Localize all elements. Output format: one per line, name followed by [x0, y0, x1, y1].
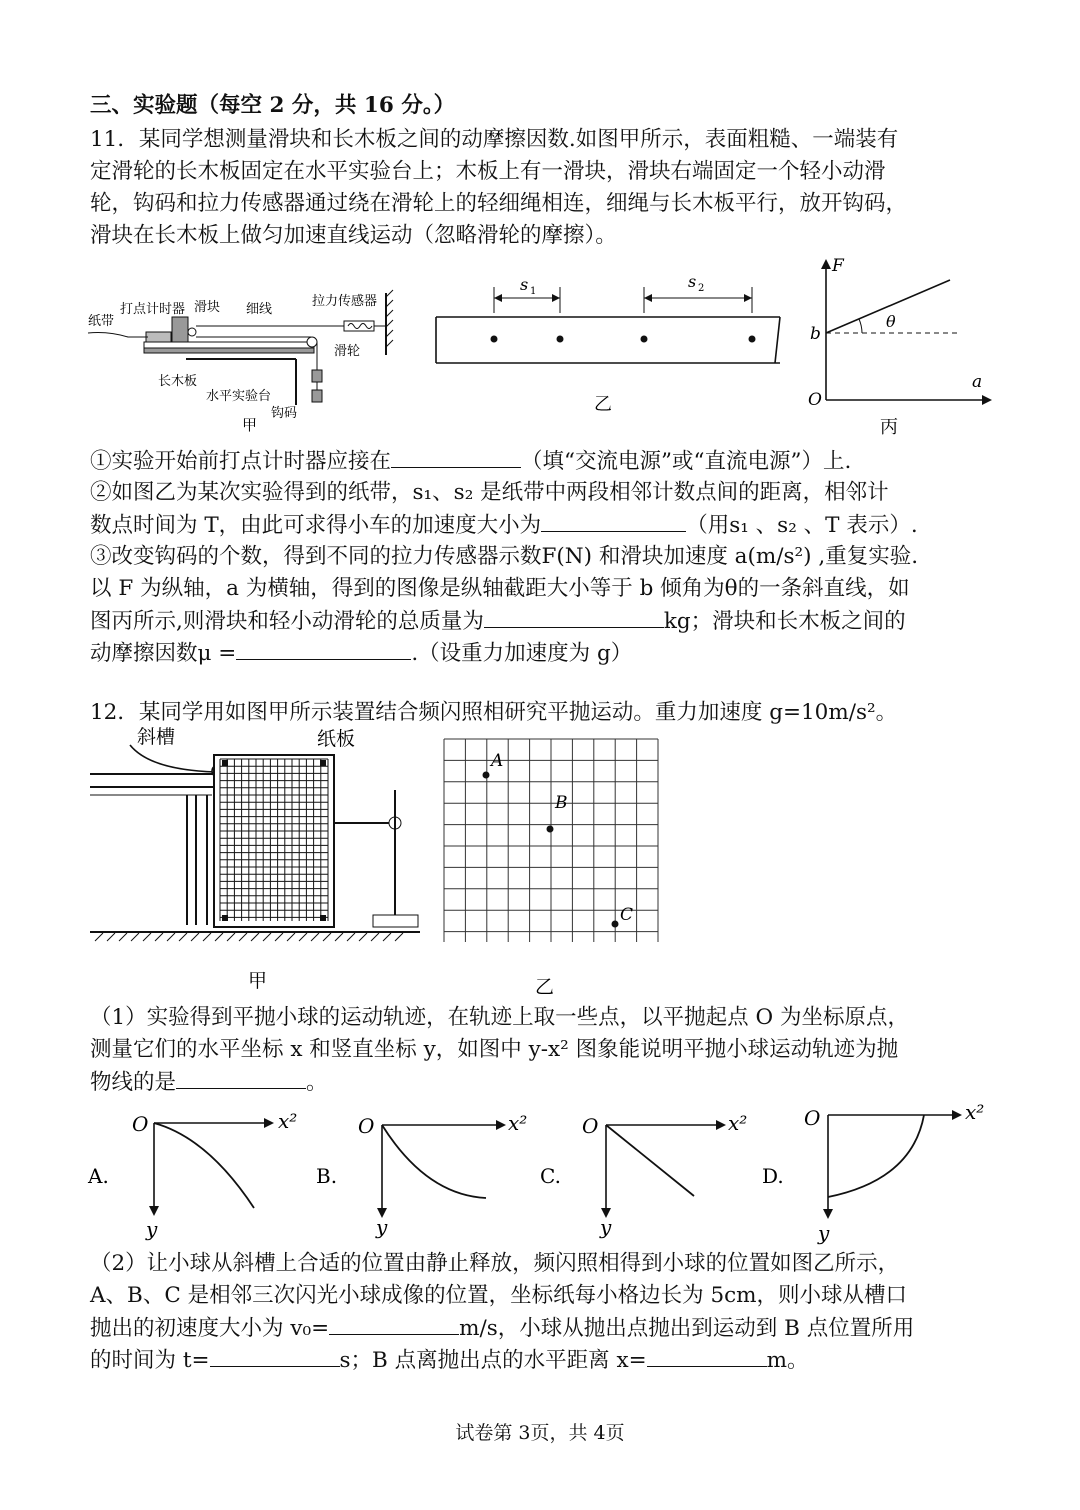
option-D-x-axis: x²: [965, 1100, 985, 1124]
option-C-label: C.: [540, 1164, 561, 1188]
option-C-origin: O: [582, 1114, 599, 1138]
q12-part2-line1: （2）让小球从斜槽上合适的位置由静止释放，频闪照相得到小球的位置如图乙所示，: [90, 1251, 900, 1276]
q12-part1-text-a: 物线的是: [90, 1070, 177, 1095]
q11-stem-line-4: 滑块在长木板上做匀加速直线运动（忽略滑轮的摩擦）。: [90, 223, 617, 248]
q11-part2-text-b: （用s₁ 、s₂ 、T 表示）.: [686, 513, 918, 538]
caption-fig11-bing: 丙: [880, 417, 898, 438]
caption-fig11-jia: 甲: [242, 416, 258, 434]
q12-part2-text-b: m/s，小球从抛出点抛出到运动到 B 点位置所用: [459, 1316, 915, 1341]
q11-part1-text-a: ①实验开始前打点计时器应接在: [90, 449, 392, 474]
q11-figure-bing: [800, 255, 995, 440]
q11-answer-blank-1[interactable]: [391, 445, 521, 468]
option-B-x-axis: x²: [508, 1111, 528, 1135]
q11-part1: [90, 445, 851, 478]
label-slider: 滑块: [194, 300, 221, 315]
option-C-x-axis: x²: [728, 1111, 748, 1135]
q12-part2-text-e: m。: [766, 1348, 809, 1373]
q11-part3-text-c: 动摩擦因数μ =: [90, 641, 237, 666]
option-A-y-axis: y: [146, 1217, 158, 1241]
q12-answer-blank-t[interactable]: [210, 1344, 340, 1367]
q12-part2-text-a: 抛出的初速度大小为 v₀=: [90, 1316, 330, 1341]
label-string: 细线: [246, 302, 273, 317]
q11-part2-line2: [90, 509, 918, 542]
option-D-y-axis: y: [818, 1221, 830, 1245]
label-sensor: 拉力传感器: [312, 294, 378, 309]
label-intercept-b: b: [810, 324, 821, 344]
q12-answer-blank-x[interactable]: [647, 1344, 767, 1367]
q11-part3-text-d: .（设重力加速度为 g）: [411, 641, 633, 666]
q12-part2-line3: [90, 1312, 914, 1345]
option-A-graph[interactable]: [88, 1098, 303, 1243]
q12-part2-text-d: s；B 点离抛出点的水平距离 x=: [339, 1348, 647, 1373]
label-axis-F: F: [832, 256, 844, 276]
label-timer: 打点计时器: [120, 302, 186, 317]
caption-fig11-yi: 乙: [594, 394, 612, 415]
q11-stem-line-1: 11．某同学想测量滑块和长木板之间的动摩擦因数.如图甲所示，表面粗糙、一端装有: [90, 127, 899, 152]
label-s1-sub: 1: [530, 286, 537, 297]
label-weights: 钩码: [271, 406, 298, 421]
caption-fig12-jia: 甲: [248, 970, 268, 992]
q11-figure-yi: [430, 265, 790, 420]
q11-figure-jia: [86, 285, 406, 435]
q11-stem-line-2: 定滑轮的长木板固定在水平实验台上；木板上有一滑块，滑块右端固定一个轻小动滑: [90, 159, 886, 184]
label-angle-theta: θ: [886, 312, 896, 331]
label-paper-tape: 纸带: [88, 314, 115, 329]
q12-answer-blank-1[interactable]: [176, 1066, 306, 1089]
option-B-origin: O: [358, 1114, 375, 1138]
q11-part3-line3: [90, 605, 906, 638]
q12-part1-line3: [90, 1066, 328, 1099]
option-D-origin: O: [804, 1106, 821, 1130]
option-C-y-axis: y: [600, 1215, 612, 1239]
q12-stem: 12．某同学用如图甲所示装置结合频闪照相研究平抛运动。重力加速度 g=10m/s²。: [90, 700, 898, 725]
label-table: 水平实验台: [206, 389, 272, 404]
label-paper-board: 纸板: [317, 728, 356, 750]
section-heading: 三、实验题（每空 2 分，共 16 分。）: [90, 93, 456, 118]
label-pulley: 滑轮: [334, 344, 361, 359]
option-B-y-axis: y: [376, 1215, 388, 1239]
option-D-graph[interactable]: [762, 1095, 992, 1245]
label-axis-a: a: [972, 372, 983, 392]
option-A-x-axis: x²: [278, 1109, 298, 1133]
label-s2: s: [688, 272, 697, 291]
q12-part1-text-b: 。: [306, 1070, 328, 1095]
q11-part3-line1: ③改变钩码的个数，得到不同的拉力传感器示数F(N) 和滑块加速度 a(m/s²) ,重复实验.: [90, 544, 919, 569]
q12-answer-blank-v0[interactable]: [329, 1312, 459, 1335]
q11-answer-blank-4[interactable]: [236, 637, 411, 660]
q11-answer-blank-2[interactable]: [541, 509, 686, 532]
q12-figure-yi: [443, 738, 663, 998]
caption-fig12-yi: 乙: [535, 976, 555, 998]
label-origin-O: O: [808, 390, 822, 410]
label-s1: s: [520, 275, 529, 294]
q12-part2-line2: A、B、C 是相邻三次闪光小球成像的位置，坐标纸每小格边长为 5cm，则小球从槽口: [90, 1283, 908, 1308]
q11-part3-text-a: 图丙所示,则滑块和轻小动滑轮的总质量为: [90, 609, 484, 634]
label-point-A: A: [491, 751, 504, 771]
q11-stem-line-3: 轮，钩码和拉力传感器通过绕在滑轮上的轻细绳相连，细绳与长木板平行，放开钩码，: [90, 191, 908, 216]
q12-part2-text-c: 的时间为 t=: [90, 1348, 210, 1373]
q12-figure-jia: [90, 725, 430, 995]
label-chute: 斜槽: [137, 726, 176, 748]
q11-part2-text-a: 数点时间为 T，由此可求得小车的加速度大小为: [90, 513, 542, 538]
page-footer: 试卷第 3页，共 4页: [455, 1422, 625, 1444]
q11-part3-line2: 以 F 为纵轴，a 为横轴，得到的图像是纵轴截距大小等于 b 倾角为θ的一条斜直线，如: [90, 576, 910, 601]
q11-answer-blank-3[interactable]: [484, 605, 664, 628]
q12-part1-line1: （1）实验得到平抛小球的运动轨迹，在轨迹上取一些点，以平抛起点 O 为坐标原点，: [90, 1005, 909, 1030]
label-board: 长木板: [158, 374, 198, 389]
option-B-label: B.: [316, 1164, 338, 1188]
label-point-B: B: [555, 793, 568, 813]
option-A-origin: O: [132, 1112, 149, 1136]
label-point-C: C: [620, 905, 634, 925]
label-s2-sub: 2: [698, 283, 705, 294]
q11-part3-text-b: kg；滑块和长木板之间的: [663, 609, 906, 634]
option-A-label: A.: [88, 1164, 109, 1188]
q11-part2-line1: ②如图乙为某次实验得到的纸带，s₁、s₂ 是纸带中两段相邻计数点间的距离，相邻计: [90, 480, 889, 505]
option-D-label: D.: [762, 1164, 784, 1188]
q12-part1-line2: 测量它们的水平坐标 x 和竖直坐标 y，如图中 y-x² 图象能说明平抛小球运动轨迹为抛: [90, 1037, 899, 1062]
q12-part2-line4: [90, 1344, 809, 1377]
option-B-graph[interactable]: [316, 1100, 546, 1245]
q11-part1-text-b: （填“交流电源”或“直流电源”）上.: [521, 449, 852, 474]
q11-part3-line4: [90, 637, 632, 670]
option-C-graph[interactable]: [540, 1100, 765, 1245]
